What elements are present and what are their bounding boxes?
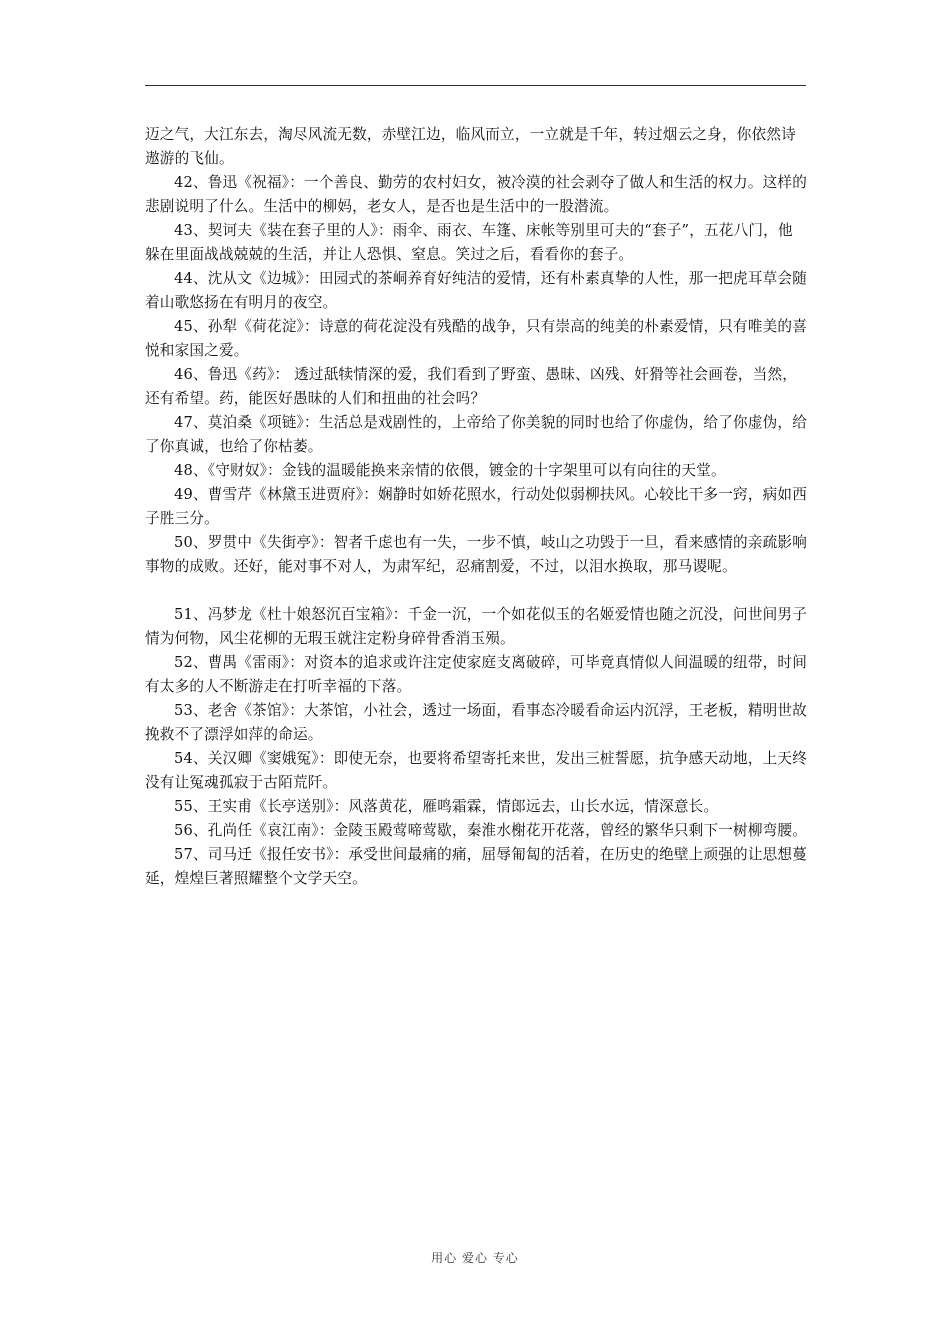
paragraph-49: 49、曹雪芹《林黛玉进贾府》：娴静时如娇花照水，行动处似弱柳扶风。心较比干多一窍，病如西子胜三分。 <box>145 486 808 527</box>
paragraph-53: 53、老舍《茶馆》：大茶馆，小社会，透过一场面，看事态冷暖看命运内沉浮，王老板，精明世故挽救不了漂浮如萍的命运。 <box>145 702 808 743</box>
header-rule <box>145 85 806 86</box>
paragraph-45: 45、孙犁《荷花淀》：诗意的荷花淀没有残酷的战争，只有崇高的纯美的朴素爱情，只有唯美的喜悦和家国之爱。 <box>145 318 808 359</box>
paragraph-44: 44、沈从文《边城》：田园式的茶峒养育好纯洁的爱情，还有朴素真挚的人性，那一把虎耳草会随着山歌悠扬在有明月的夜空。 <box>145 270 808 311</box>
paragraph-42: 42、鲁迅《祝福》：一个善良、勤劳的农村妇女，被冷漠的社会剥夺了做人和生活的权力。这样的悲剧说明了什么。生活中的柳妈，老女人，是否也是生活中的一股潜流。 <box>145 174 808 215</box>
paragraph-56: 56、孔尚任《哀江南》：金陵玉殿莺啼莺歇，秦淮水榭花开花落，曾经的繁华只剩下一树柳弯腰。 <box>174 822 808 839</box>
paragraph-50: 50、罗贯中《失街亭》：智者千虑也有一失，一步不慎，岐山之功毁于一旦，看来感情的亲疏影响事物的成败。还好，能对事不对人，为肃军纪，忍痛割爱，不过，以泪水换取，那马谡呢。 <box>145 534 808 575</box>
paragraph-46: 46、鲁迅《药》： 透过舐犊情深的爱，我们看到了野蛮、愚昧、凶残、奸猾等社会画卷，当然，还有希望。药，能医好愚昧的人们和扭曲的社会吗？ <box>145 366 798 407</box>
paragraph-54: 54、关汉卿《窦娥冤》：即使无奈，也要将希望寄托来世，发出三桩誓愿，抗争感天动地，上天终没有让冤魂孤寂于古陌荒阡。 <box>145 750 808 791</box>
paragraph-47: 47、莫泊桑《项链》：生活总是戏剧性的，上帝给了你美貌的同时也给了你虚伪，给了你虚伪，给了你真诚，也给了你枯萎。 <box>145 414 808 455</box>
page-footer: 用心 爱心 专心 <box>431 1251 519 1265</box>
document-body <box>145 123 807 891</box>
paragraph-gap <box>145 579 807 603</box>
paragraph-43: 43、契诃夫《装在套子里的人》：雨伞、雨衣、车篷、床帐等别里可夫的“套子”，五花八门，他躲在里面战战兢兢的生活，并让人恐惧、窒息。笑过之后，看看你的套子。 <box>145 222 793 263</box>
paragraph-52: 52、曹禺《雷雨》：对资本的追求或许注定使家庭支离破碎，可毕竟真情似人间温暖的纽带，时间有太多的人不断游走在打听幸福的下落。 <box>145 654 808 695</box>
paragraph-55: 55、王实甫《长亭送别》：风落黄花，雁鸣霜霖，情郎远去，山长水远，情深意长。 <box>174 798 719 815</box>
paragraph-48: 48、《守财奴》：金钱的温暖能换来亲情的依偎，镀金的十字架里可以有向往的天堂。 <box>174 462 726 479</box>
paragraph-51: 51、冯梦龙《杜十娘怒沉百宝箱》：千金一沉，一个如花似玉的名姬爱情也随之沉没，问世间男子情为何物，风尘花柳的无瑕玉就注定粉身碎骨香消玉殒。 <box>145 606 808 647</box>
paragraph-57: 57、司马迁《报任安书》：承受世间最痛的痛，屈辱匍匐的活着，在历史的绝壁上顽强的让思想蔓延，煌煌巨著照耀整个文学天空。 <box>145 846 808 887</box>
paragraph-continuation: 迈之气，大江东去，淘尽风流无数，赤壁江边，临风而立，一立就是千年，转过烟云之身，你依然诗遨游的飞仙。 <box>145 126 796 167</box>
